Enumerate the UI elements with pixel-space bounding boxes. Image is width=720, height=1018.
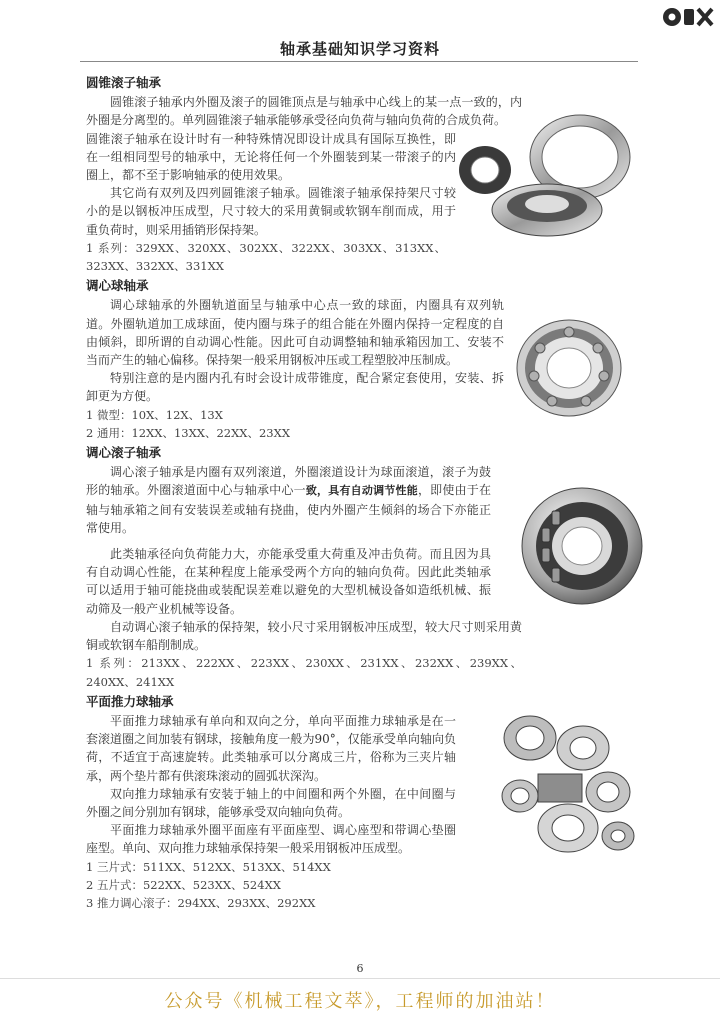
- paragraph-text: ，即使由于在轴与轴承箱之间有安装误差或轴有挠曲，使内外圈产生倾斜的场合下亦能正常使用。: [86, 483, 491, 535]
- highlight-text: 致，具有自动调节性能: [305, 484, 418, 498]
- paragraph: [86, 463, 491, 537]
- header-divider: [80, 61, 638, 62]
- paragraph: 此类轴承径向负荷能力大，亦能承受重大荷重及冲击负荷。而且因为具有自动调心性能，在某种程度上能承受两个方向的轴向负荷。因此此类轴承可以适用于轴可能挠曲或装配误差难以避免的大型机械设备如造纸机械、振动筛及一般产业机械等设备。: [86, 547, 491, 616]
- paragraph: 双向推力球轴承有安装于轴上的中间圈和两个外圈，在中间圈与外圈之间分别加有钢球，能够承受双向轴向负荷。: [86, 786, 456, 819]
- list-item: 1 三片式：511XX、512XX、513XX、514XX: [86, 859, 331, 874]
- list-item: 1 微型：10X、12X、13X: [86, 407, 223, 422]
- list-item: 2 通用：12XX、13XX、22XX、23XX: [86, 425, 291, 440]
- publisher-logo: [662, 4, 714, 30]
- series-list: 1 系列：213XX、222XX、223XX、230XX、231XX、232XX、239XX、240XX、241XX: [86, 656, 522, 689]
- paragraph: 平面推力球轴承有单向和双向之分，单向平面推力球轴承是在一套滚道圈之间加装有钢球，接触角度一般为90°，仅能承受单向轴向负荷，不适宜于高速旋转。此类轴承可以分离成三片，俗称为三夹片轴承，两个垫片都有供滚珠滚动的圆弧状深沟。: [86, 713, 456, 783]
- paragraph: 圆锥滚子轴承内外圈及滚子的圆锥顶点是与轴承中心线上的某一点一致的，内外圈是分离型的。单列圆锥滚子轴承能够承受径向负荷与轴向负荷的合成负荷。: [86, 95, 522, 128]
- self-aligning-ball-bearing-image: [514, 318, 624, 418]
- paragraph: 调心球轴承的外圈轨道面呈与轴承中心点一致的球面，内圈具有双列轨道。外圈轨道加工成球面，使内圈与珠子的组合能在外圈内保持一定程度的自由倾斜，即所谓的自动调心性能。因此可自动调整轴和轴承箱因加工、安装不当而产生的轴心偏移。保持架一般采用钢板冲压或工程塑胶冲压制成。: [86, 298, 504, 368]
- section-title-spherical-roller: 调心滚子轴承: [86, 445, 162, 461]
- paragraph: 其它尚有双列及四列圆锥滚子轴承。圆锥滚子轴承保持架尺寸较小的是以钢板冲压成型，尺寸较大的采用黄铜或软钢车削而成，用于重负荷时，则采用插销形保持架。: [86, 186, 456, 237]
- section-title-thrust-ball: 平面推力球轴承: [86, 693, 174, 709]
- section-title-self-aligning-ball: 调心球轴承: [86, 278, 149, 294]
- paragraph: 平面推力球轴承外圈平面座有平面座型、调心座型和带调心垫圈座型。单向、双向推力球轴承保持架一般采用钢板冲压成型。: [86, 823, 456, 856]
- list-item: 3 推力调心滚子：294XX、293XX、292XX: [86, 895, 316, 910]
- footer-divider: [0, 978, 720, 979]
- section-title-tapered: 圆锥滚子轴承: [86, 75, 162, 90]
- spherical-roller-bearing-image: [520, 486, 644, 606]
- tapered-roller-bearing-image: [455, 112, 635, 242]
- paragraph: 特别注意的是内圈内孔有时会设计成带锥度，配合紧定套使用，安装、拆卸更为方便。: [86, 371, 504, 404]
- footer-slogan: 公众号《机械工程文萃》，工程师的加油站！: [164, 991, 556, 1012]
- page-title: 轴承基础知识学习资料: [279, 40, 440, 58]
- paragraph: 圆锥滚子轴承在设计时有一种特殊情况即设计成具有国际互换性，即在一组相同型号的轴承中，无论将任何一个外圈装到某一带滚子的内圈上，都不至于影响轴承的使用效果。: [86, 131, 456, 183]
- list-item: 2 五片式：522XX、523XX、524XX: [86, 877, 281, 892]
- series-list: 1 系列：329XX、320XX、302XX、322XX、303XX、313XX、323XX、332XX、331XX: [86, 240, 446, 274]
- paragraph: 自动调心滚子轴承的保持架，较小尺寸采用钢板冲压成型，较大尺寸则采用黄铜或软钢车船削制成。: [86, 619, 522, 653]
- page-number: 6: [356, 962, 364, 975]
- paragraph-text: 调心滚子轴承是内圈有双列滚道，外圈滚道设计为球面滚道，滚子为鼓形的轴承。外圈滚道面中心与轴承中心一: [86, 465, 491, 498]
- thrust-ball-bearing-image: [498, 708, 638, 856]
